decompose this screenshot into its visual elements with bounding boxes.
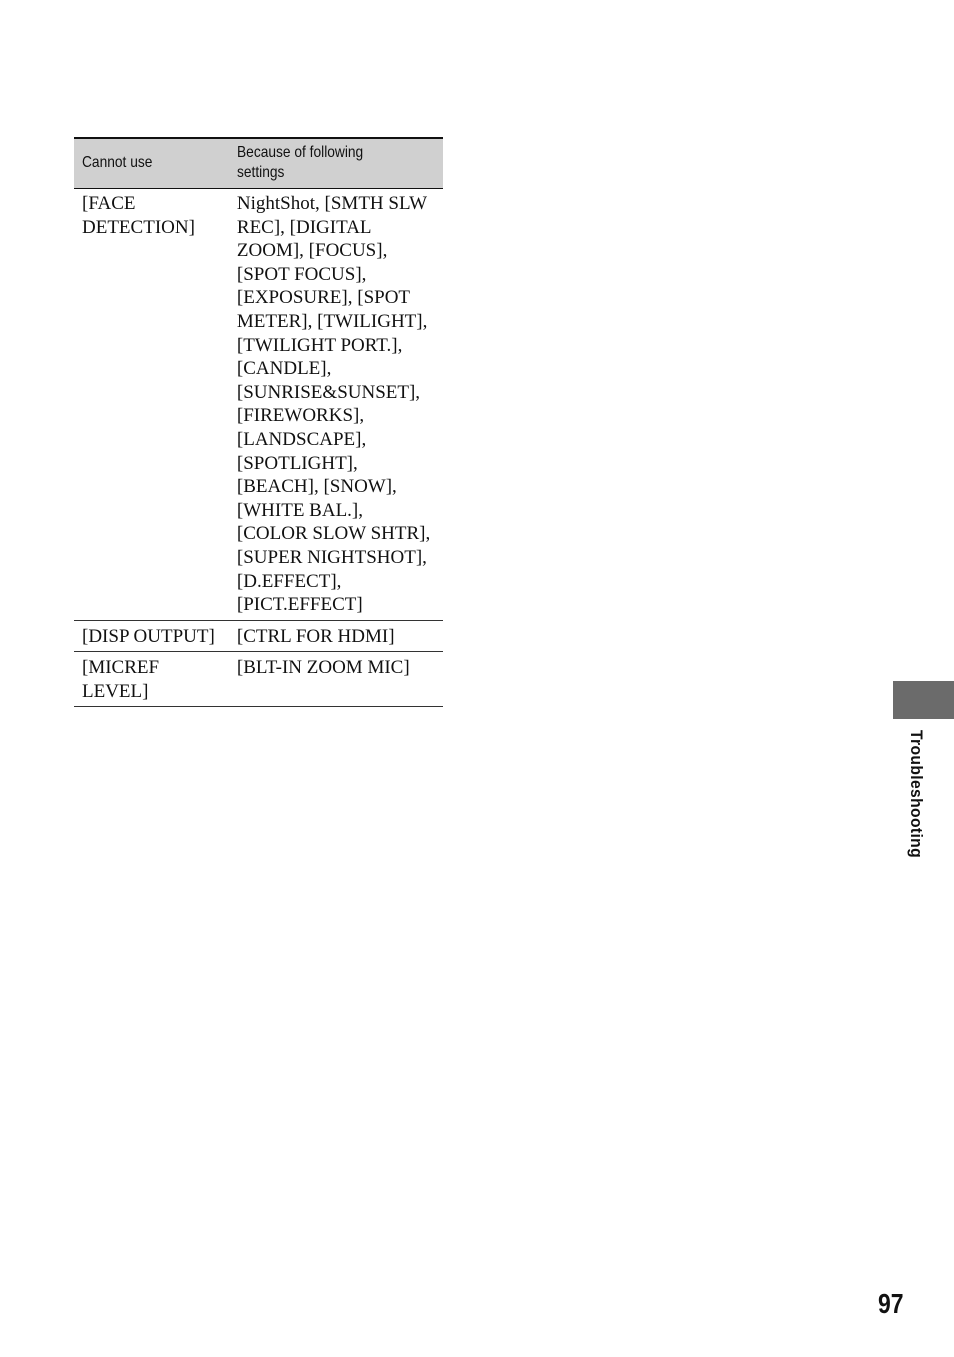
table-row <box>74 189 443 621</box>
because-of-cell: [BLT-IN ZOOM MIC] <box>229 652 443 707</box>
because-of-cell: [CTRL FOR HDMI] <box>229 620 443 652</box>
cannot-use-cell: [DISP OUTPUT] <box>74 620 229 652</box>
section-tab-marker <box>893 681 954 719</box>
section-label: Troubleshooting <box>907 730 926 859</box>
header-cannot-use: Cannot use <box>74 138 229 189</box>
because-of-cell: NightShot, [SMTH SLW REC], [DIGITAL ZOOM], [FOCUS], [SPOT FOCUS], [EXPOSURE], [SPOT METER], [TWILIGHT], [TWILIGHT PORT.], [CANDLE], [SUNRISE&SUNSET], [FIREWORKS], [LANDSCAPE], [SPOTLIGHT], [BEACH], [SNOW], [WHITE BAL.], [COLOR SLOW SHTR], [SUPER NIGHTSHOT], [D.EFFECT], [PICT.EFFECT] <box>229 189 443 621</box>
restriction-table <box>74 137 443 707</box>
cannot-use-cell: [FACE DETECTION] <box>74 189 229 621</box>
table-row <box>74 652 443 707</box>
page-number: 97 <box>878 1288 904 1319</box>
cannot-use-cell: [MICREF LEVEL] <box>74 652 229 707</box>
table-header-row <box>74 138 443 189</box>
header-because-of: Because of following settings <box>229 138 443 189</box>
table-row <box>74 620 443 652</box>
